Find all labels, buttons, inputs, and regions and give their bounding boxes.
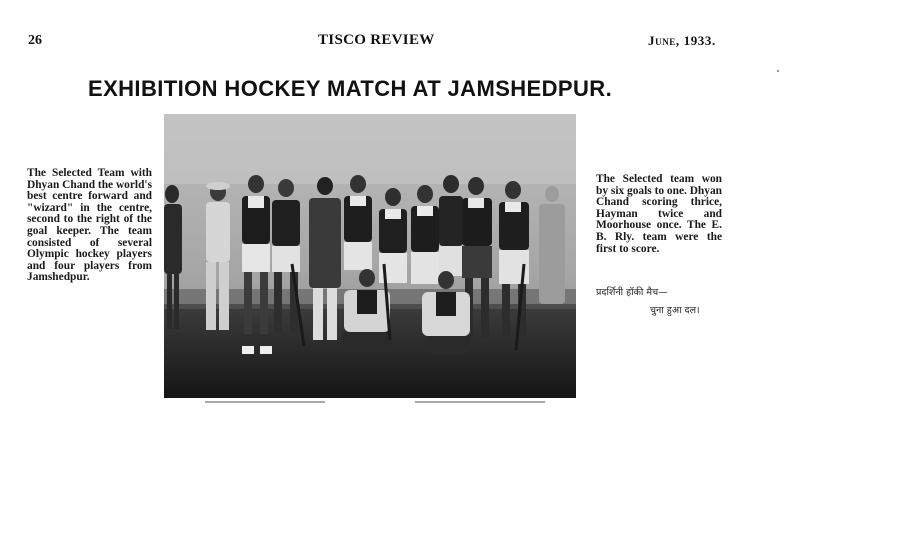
team-photograph <box>164 114 576 398</box>
hindi-title: प्रदर्शिनी हॉकी मैच— <box>596 287 668 298</box>
article-headline: EXHIBITION HOCKEY MATCH AT JAMSHEDPUR. <box>88 76 613 101</box>
photo-caption-left: The Selected Team with Dhyan Chand the world's best centre forward and "wizard" in the centre, second to the right of the goal keeper. The team consisted of several Olympic hockey players and four players from Jamshedpur. <box>27 167 153 284</box>
print-speck <box>777 70 779 72</box>
page-number: 26 <box>28 33 42 48</box>
running-head: TISCO REVIEW <box>318 32 435 48</box>
issue-date: June, 1933. <box>648 33 716 48</box>
photo-torn-edge <box>205 400 545 404</box>
hindi-subtitle: चुना हुआ दल। <box>650 305 700 316</box>
photo-caption-right: The Selected team won by six goals to one. Dhyan Chand scoring thrice, Hayman twice and Moorhouse once. The E. B. Rly. team were the first to score. <box>596 173 722 255</box>
